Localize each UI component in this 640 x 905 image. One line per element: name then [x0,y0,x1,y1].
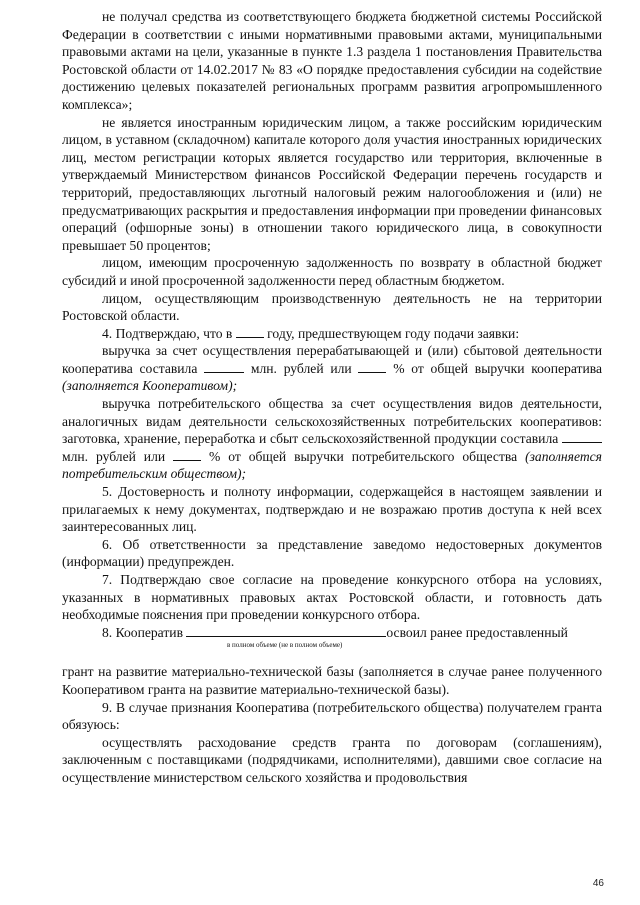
coop-revenue-amount-blank[interactable] [204,360,244,373]
item-8-end: освоил ранее предоставленный [386,624,568,640]
society-revenue-percent-blank[interactable] [173,448,201,461]
coop-revenue-text: выручка за счет осуществления перерабатывающей и (или) сбытовой деятельности кооператива составила [62,343,602,376]
coop-revenue-unit: млн. рублей или [250,360,352,376]
paragraph-item-4 [62,325,602,343]
society-revenue-unit: млн. рублей или [62,448,166,464]
paragraph-item-7: 7. Подтверждаю свое согласие на проведение конкурсного отбора на условиях, указанных в нормативных правовых актах Ростовской области, и готовность дать необходимые пояснения при проведении конкурсного отбора. [62,572,602,623]
coop-revenue-note: (заполняется Кооперативом); [62,378,238,394]
year-blank-field[interactable] [236,325,264,338]
paragraph-foreign-entity: не является иностранным юридическим лицом, а также российским юридическим лицом, в уставном (складочном) капитале которого доля участия иностранных юридических лиц, местом регистрации которых является государство или территория, включенные в утверждаемый Министерством финансов Российской Федерации перечень государств и территорий, предоставляющих льготный налоговый режим налогообложения и (или) не предусматривающих раскрытия и предоставления информации при проведении финансовых операций (офшорные зоны) в отношении такого юридического лица, в совокупности превышает 50 процентов; [62,114,602,253]
spacer [62,649,602,663]
grant-usage-blank-field[interactable] [186,624,386,637]
item-4-start: 4. Подтверждаю, что в [102,325,233,341]
paragraph-item-9: 9. В случае признания Кооператива (потребительского общества) получателем гранта обязуюсь: [62,699,602,733]
coop-revenue-percent-text: % от общей выручки кооператива [393,360,602,376]
paragraph-grant-spending: осуществлять расходование средств гранта по договорам (соглашениям), заключенным с поставщиками (подрядчиками, исполнителями), давшими свое согласие на осуществление министерством сельского хозяйства и продовольствия [62,734,602,785]
paragraph-society-revenue [62,395,602,483]
paragraph-item-6: 6. Об ответственности за представление заведомо недостоверных документов (информации) предупрежден. [62,536,602,570]
paragraph-budget-funds: не получал средства из соответствующего бюджета бюджетной системы Российской Федерации в соответствии с иными нормативными правовыми актами, муниципальными правовыми актами на цели, указанные в пункте 1.3 раздела 1 постановления Правительства Ростовской области от 14.02.2017 № 83 «О порядке предоставления субсидии на содействие достижению целевых показателей региональных программ развития агропромышленного комплекса»; [62,9,602,112]
paragraph-cooperative-revenue [62,342,602,395]
item-4-end: году, предшествующем году подачи заявки: [267,325,520,341]
society-revenue-amount-blank[interactable] [562,430,602,443]
paragraph-grant-development: грант на развитие материально-технической базы (заполняется в случае ранее полученного Кооперативом гранта на развитие материально-технической базы). [62,664,602,697]
document-body [62,8,602,787]
paragraph-overdue-debt: лицом, имеющим просроченную задолженность по возврату в областной бюджет субсидий и иной просроченной задолженности перед областным бюджетом. [62,255,602,288]
item-8-start: 8. Кооператив [102,624,183,640]
grant-usage-hint: в полном объеме (не в полном объеме) [227,641,343,650]
page-number: 46 [592,878,604,889]
society-revenue-percent-text: % от общей выручки потребительского общества [208,448,518,464]
society-revenue-note: (заполняется потребительским обществом); [62,448,602,482]
paragraph-territory: лицом, осуществляющим производственную деятельность не на территории Ростовской области. [62,290,602,324]
paragraph-item-8 [62,624,602,642]
paragraph-item-5: 5. Достоверность и полноту информации, содержащейся в настоящем заявлении и прилагаемых к нему документах, подтверждаю и не возражаю против доступа к ней всех заинтересованных лиц. [62,484,602,535]
society-revenue-text: выручка потребительского общества за счет осуществления видов деятельности, аналогичных видам деятельности сельскохозяйственных потребительских кооперативов: заготовка, хранение, переработка и сбыт сельскохозяйственной продукции составила [62,396,602,447]
coop-revenue-percent-blank[interactable] [358,360,386,373]
